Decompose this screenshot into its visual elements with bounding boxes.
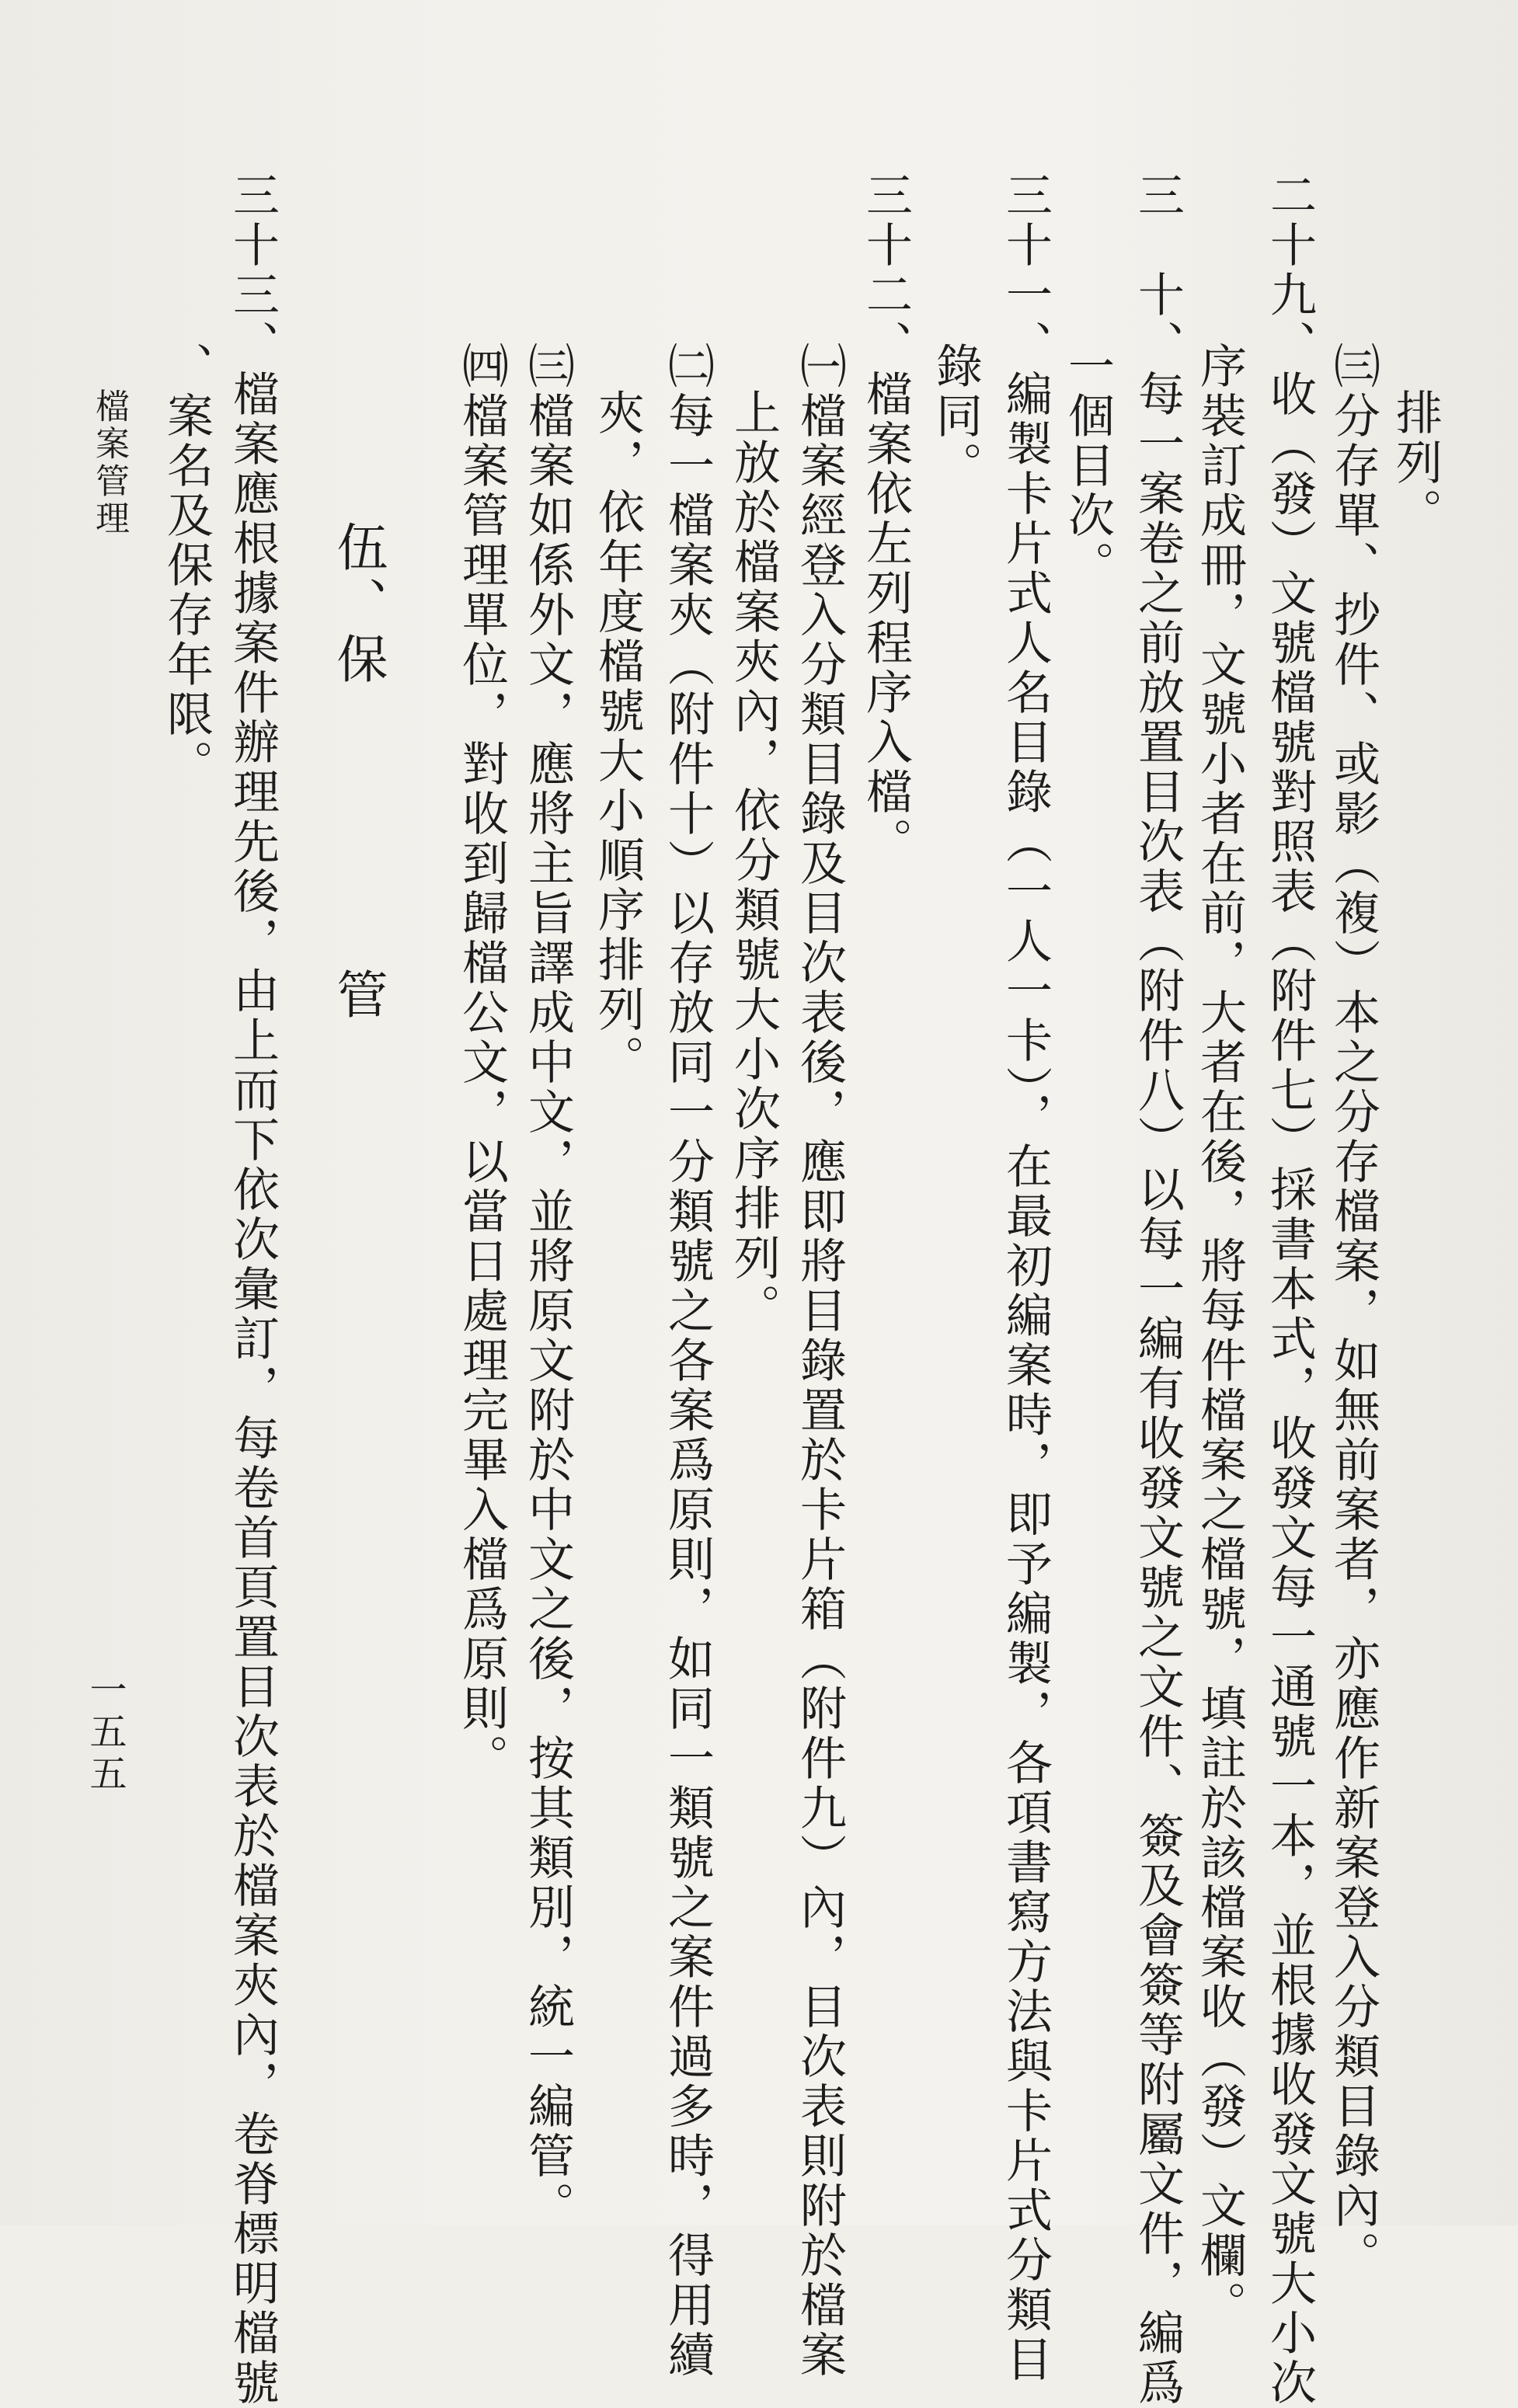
text-column-15: ㈣檔案管理單位，對收到歸檔公文，以當日處理完畢入檔爲原則。	[454, 342, 509, 1783]
text-column-5: 三 十、每一案卷之前放置目次表（附件八）以每一編有收發文號之文件、簽及會簽等附屬文件，編爲	[1130, 171, 1185, 2408]
text-column-6: 一個目次。	[1060, 342, 1115, 590]
text-column-1: 排列。	[1388, 388, 1443, 538]
text-column-16: 三十三、檔案應根據案件辦理先後，由上而下依次彙訂，每卷首頁置目次表於檔案夾內，卷脊標明檔號	[225, 171, 280, 2408]
text-column-9: 三十二、檔案依左列程序入檔。	[858, 171, 913, 867]
section-title-part-1: 伍、保	[328, 520, 388, 688]
text-column-2: ㈢分存單、抄件、或影（複）本之分存檔案，如無前案者，亦應作新案登入分類目錄內。	[1326, 342, 1380, 2281]
text-column-17: 、案名及保存年限。	[159, 342, 214, 789]
text-column-3: 二十九、收（發）文號檔號對照表（附件七）採書本式，收發文每一通號一本，並根據收發文號大小次	[1262, 171, 1317, 2408]
text-column-4: 序裝訂成冊，文號小者在前，大者在後，將每件檔案之檔號，填註於該檔案收（發）文欄。	[1192, 342, 1247, 2330]
text-column-11: 上放於檔案夾內，依分類號大小次序排列。	[726, 388, 781, 1333]
running-header: 檔案管理	[89, 388, 129, 538]
page-number: 一五五	[83, 1670, 127, 1796]
text-column-8: 錄同。	[928, 342, 983, 491]
text-column-13: 夾，依年度檔號大小順序排列。	[590, 388, 645, 1084]
text-column-7: 三十一、編製卡片式人名目錄（一人一卡），在最初編案時，即予編製，各項書寫方法與卡片式分類目	[998, 171, 1053, 2385]
section-title	[328, 520, 388, 1024]
section-title-part-2: 管	[328, 968, 388, 1024]
text-column-14: ㈢檔案如係外文，應將主旨譯成中文，並將原文附於中文之後，按其類別，統一編管。	[521, 342, 575, 2231]
text-column-10: ㈠檔案經登入分類目錄及目次表後，應即將目錄置於卡片箱（附件九）內，目次表則附於檔案	[792, 342, 847, 2380]
text-column-12: ㈡每一檔案夾（附件十）以存放同一分類號之各案爲原則，如同一類號之案件過多時，得用續	[660, 342, 715, 2380]
